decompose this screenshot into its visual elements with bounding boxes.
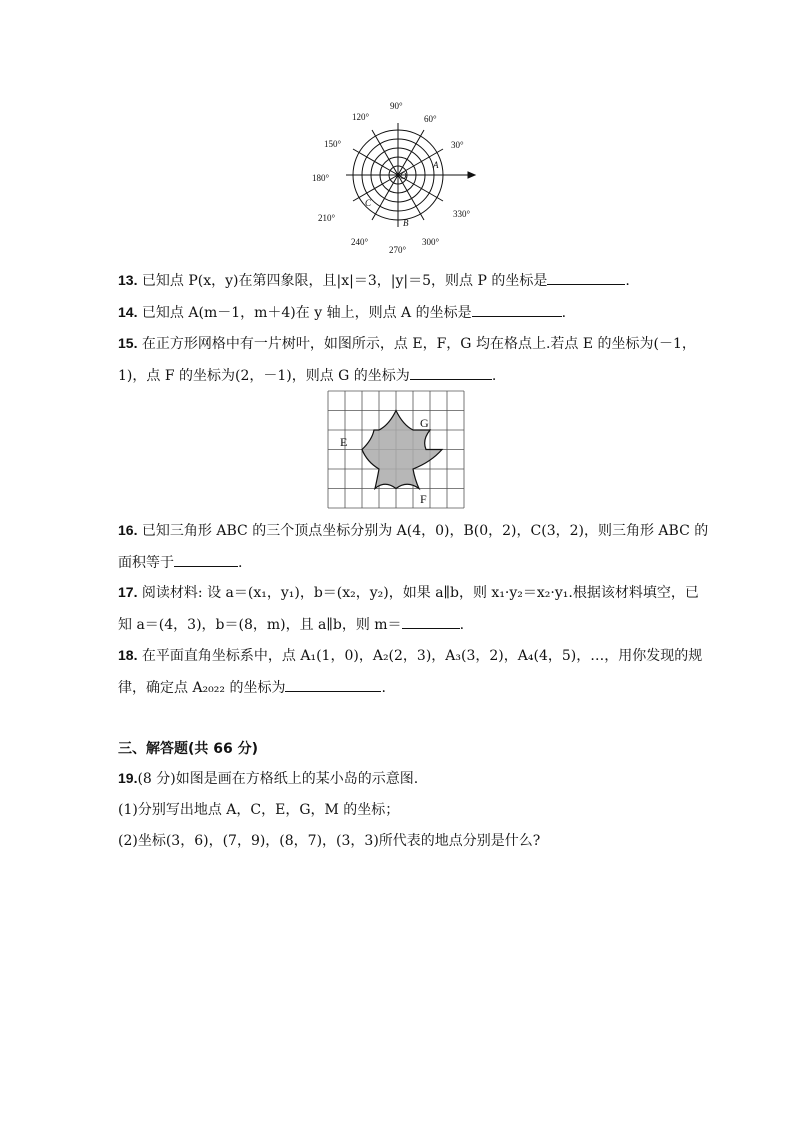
question-18-line2: 律，确定点 A₂₀₂₂ 的坐标为 .: [118, 677, 386, 697]
question-17-line1: [118, 583, 699, 602]
point-f-label: F: [420, 492, 427, 506]
answer-blank[interactable]: [402, 614, 460, 629]
question-number: 16.: [118, 522, 138, 538]
question-number: 15.: [118, 335, 138, 351]
question-number: 18.: [118, 647, 138, 663]
angle-label: 90°: [390, 101, 403, 111]
question-text: 1)，点 F 的坐标为(2，－1)，则点 G 的坐标为: [118, 368, 410, 384]
question-text: 在正方形网格中有一片树叶，如图所示，点 E，F，G 均在格点上.若点 E 的坐标为(－1，: [141, 336, 696, 352]
origin-label: O: [400, 171, 407, 181]
angle-label: 300°: [422, 237, 440, 247]
answer-blank[interactable]: [174, 552, 238, 567]
question-18-line1: [118, 646, 702, 665]
question-16-line2: 面积等于 .: [118, 552, 242, 572]
question-19-part1: (1)分别写出地点 A，C，E，G，M 的坐标；: [118, 802, 400, 818]
question-19-part2: (2)坐标(3，6)，(7，9)，(8，7)，(3，3)所代表的地点分别是什么?: [118, 833, 541, 849]
question-text: 律，确定点 A₂₀₂₂ 的坐标为: [118, 680, 286, 696]
question-text: 已知点 P(x，y)在第四象限，且|x|＝3，|y|＝5，则点 P 的坐标是: [141, 273, 548, 289]
point-a-label: A: [433, 160, 439, 170]
question-16-line1: [118, 521, 708, 540]
angle-label: 270°: [389, 245, 407, 255]
point-c-label: C: [365, 198, 372, 208]
angle-label: 120°: [352, 112, 370, 122]
angle-label: 30°: [451, 140, 464, 150]
question-17-line2: 知 a＝(4，3)，b＝(8，m)，且 a∥b，则 m＝ .: [118, 614, 464, 634]
question-text: 在平面直角坐标系中，点 A₁(1，0)，A₂(2，3)，A₃(3，2)，A₄(4，5)，…，用你发现的规: [141, 648, 703, 664]
question-number: 14.: [118, 304, 138, 320]
question-text: 面积等于: [118, 555, 174, 571]
answer-blank[interactable]: [472, 302, 562, 317]
question-14: 14. 已知点 A(m－1，m＋4)在 y 轴上，则点 A 的坐标是 .: [118, 304, 567, 321]
angle-label: 60°: [424, 114, 437, 124]
polar-figure: [305, 95, 485, 260]
answer-blank[interactable]: [285, 677, 381, 692]
question-text: (8 分)如图是画在方格纸上的某小岛的示意图.: [137, 771, 419, 787]
angle-label: 210°: [318, 213, 336, 223]
question-text: 已知三角形 ABC 的三个顶点坐标分别为 A(4，0)，B(0，2)，C(3，2)，则三角形 ABC 的: [141, 523, 709, 539]
angle-label: 150°: [324, 139, 342, 149]
question-15-line1: [118, 334, 696, 353]
answer-blank[interactable]: [410, 365, 492, 380]
point-b-label: B: [403, 218, 409, 228]
question-number: 17.: [118, 584, 138, 600]
question-15-line2: 1)，点 F 的坐标为(2，－1)，则点 G 的坐标为 .: [118, 365, 496, 385]
angle-label: 330°: [453, 209, 471, 219]
arrow-icon: [468, 172, 475, 178]
angle-label: 180°: [312, 173, 330, 183]
question-text: 已知点 A(m－1，m＋4)在 y 轴上，则点 A 的坐标是: [141, 305, 472, 321]
leaf-grid-figure: [327, 390, 465, 510]
question-number: 19.: [118, 770, 138, 786]
question-number: 13.: [118, 272, 138, 288]
point-g-label: G: [420, 416, 429, 430]
point-e-label: E: [340, 435, 348, 449]
question-13: 13. 已知点 P(x，y)在第四象限，且|x|＝3，|y|＝5，则点 P 的坐标是 .: [118, 272, 630, 289]
question-text: 阅读材料: 设 a＝(x₁，y₁)，b＝(x₂，y₂)，如果 a∥b，则 x₁·y₂＝x₂·y₁.根据该材料填空，已: [141, 585, 699, 601]
angle-label: 240°: [351, 237, 369, 247]
question-text: 知 a＝(4，3)，b＝(8，m)，且 a∥b，则 m＝: [118, 617, 402, 633]
question-19-line1: [118, 769, 418, 788]
section-title: 三、解答题(共 66 分): [118, 741, 259, 757]
answer-blank[interactable]: [547, 270, 625, 285]
